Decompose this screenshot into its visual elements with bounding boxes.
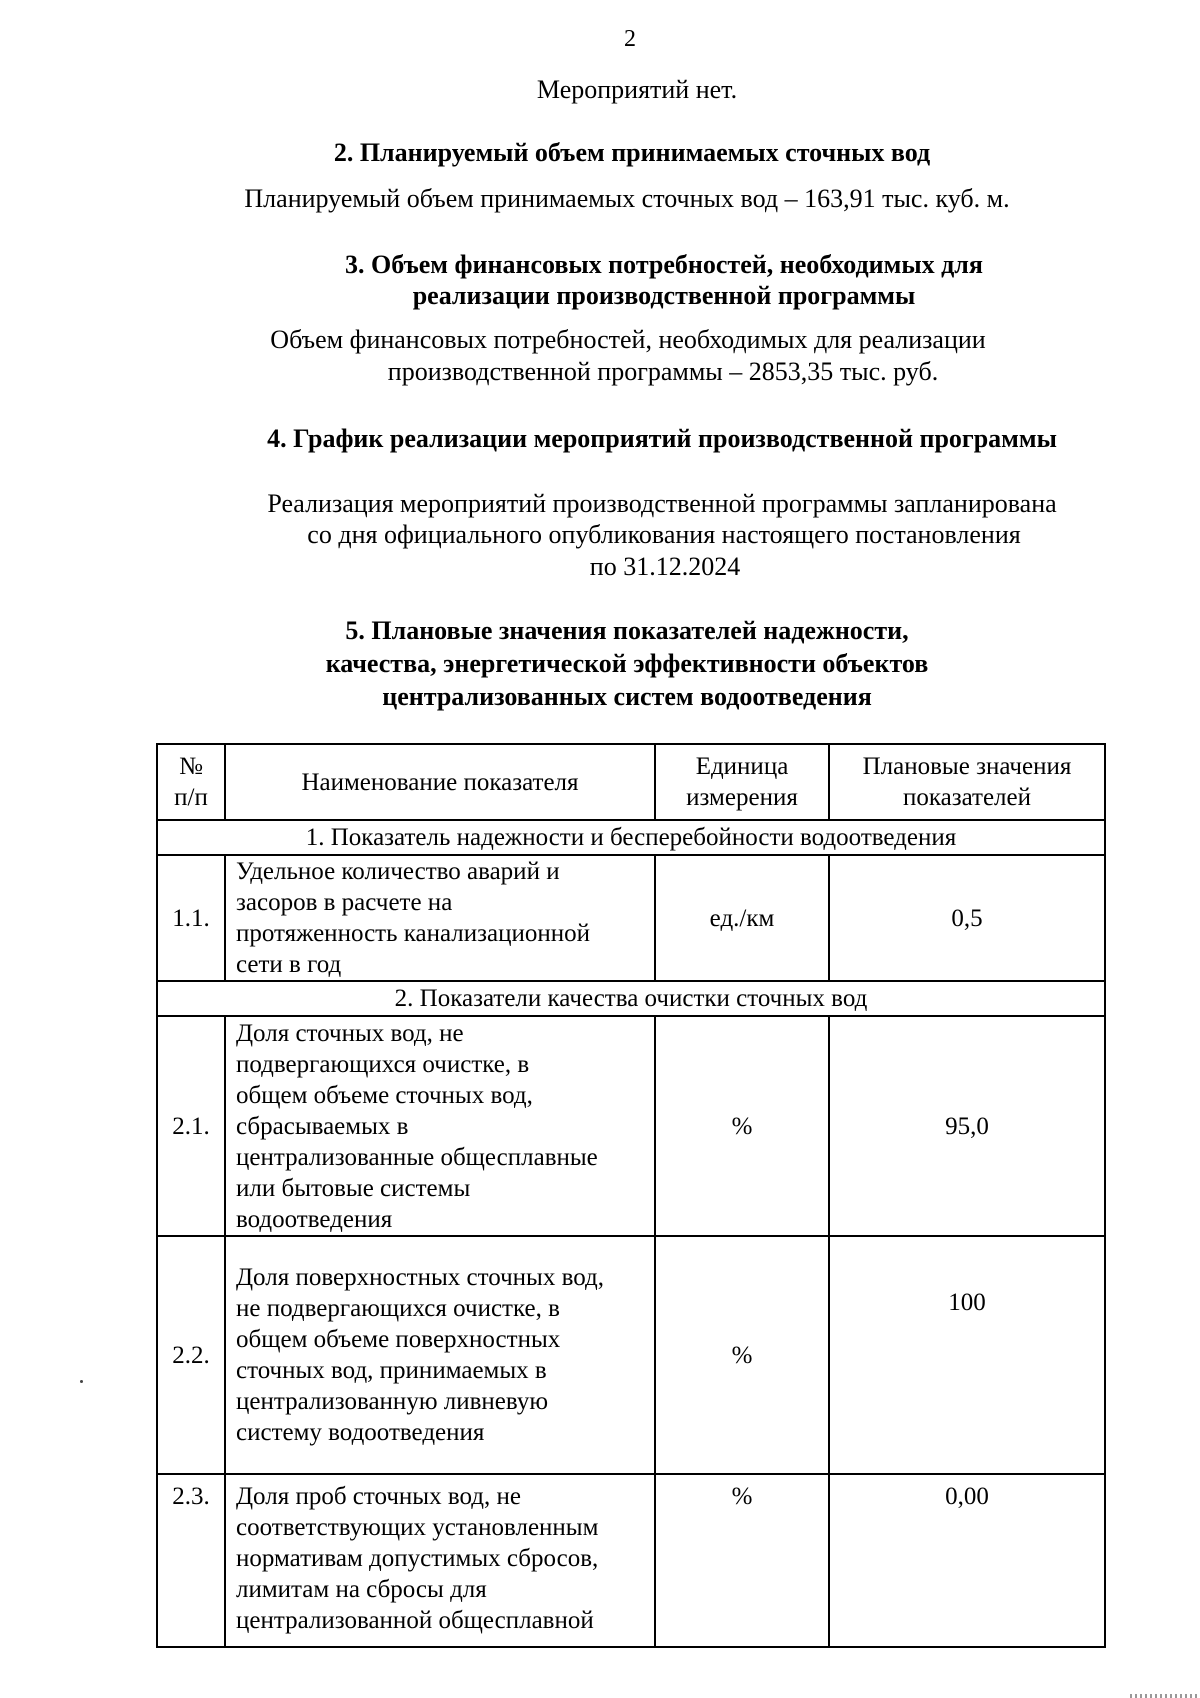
header-planned-values <box>829 744 1105 820</box>
indicator-name-line: водоотведения <box>236 1205 393 1233</box>
indicator-name-line: сточных вод, принимаемых в <box>236 1357 547 1384</box>
indicator-name-line: протяженность канализационной <box>236 920 591 947</box>
table-row <box>157 1016 1105 1236</box>
indicator-name-line: централизованные общесплавные <box>236 1143 598 1171</box>
indicator-name-line: не подвергающихся очистке, в <box>236 1295 560 1322</box>
indicator-name <box>225 855 655 981</box>
planned-value: 0,5 <box>829 855 1105 981</box>
section-5-heading-line-1: 5. Плановые значения показателей надежности, <box>345 616 909 645</box>
table-group-row <box>157 820 1105 855</box>
table-group-row <box>157 981 1105 1016</box>
indicator-name-line: централизованной общесплавной <box>236 1607 594 1634</box>
indicator-name-line: Доля сточных вод, не <box>236 1019 464 1047</box>
section-5-heading-line-2: качества, энергетической эффективности объектов <box>325 649 929 678</box>
unit-of-measure: % <box>655 1236 829 1474</box>
table-row <box>157 855 1105 981</box>
section-4-text-line-3: по 31.12.2024 <box>589 552 741 581</box>
indicator-name-line: централизованную ливневую <box>236 1388 548 1415</box>
indicator-name-line: общем объеме сточных вод, <box>236 1081 533 1109</box>
section-2-heading: 2. Планируемый объем принимаемых сточных вод <box>333 138 931 167</box>
scan-edge-artifact <box>1130 1694 1200 1698</box>
unit-of-measure: % <box>655 1016 829 1236</box>
header-unit-line-2: измерения <box>686 784 798 811</box>
section-2-text: Планируемый объем принимаемых сточных вод – 163,91 тыс. куб. м. <box>244 184 1010 213</box>
row-number: 2.1. <box>157 1016 225 1236</box>
indicator-name-line: соответствующих установленным <box>236 1514 599 1541</box>
indicator-name-line: Доля поверхностных сточных вод, <box>236 1264 604 1291</box>
section-1-note: Мероприятий нет. <box>536 75 738 104</box>
indicator-name-line: сети в год <box>236 951 342 978</box>
section-3-text-line-1: Объем финансовых потребностей, необходимых для реализации <box>270 325 986 354</box>
header-indicator-name: Наименование показателя <box>225 744 655 820</box>
indicator-name <box>225 1474 655 1647</box>
row-number: 1.1. <box>157 855 225 981</box>
header-unit-line-1: Единица <box>695 753 789 780</box>
header-number-line-1: № <box>179 753 203 780</box>
planned-value: 0,00 <box>829 1474 1105 1647</box>
planned-value: 100 <box>829 1236 1105 1474</box>
row-number: 2.3. <box>157 1474 225 1647</box>
section-3-heading-line-1: 3. Объем финансовых потребностей, необходимых для <box>345 250 983 279</box>
header-unit <box>655 744 829 820</box>
unit-of-measure: ед./км <box>655 855 829 981</box>
indicator-name <box>225 1016 655 1236</box>
table-header-row <box>157 744 1105 820</box>
table-row <box>157 1474 1105 1647</box>
indicator-name-line: общем объеме поверхностных <box>236 1326 561 1353</box>
section-3-heading-line-2: реализации производственной программы <box>412 281 916 310</box>
indicator-name-line: лимитам на сбросы для <box>236 1576 487 1603</box>
indicator-name-line: нормативам допустимых сбросов, <box>236 1545 599 1572</box>
indicator-name-line: Доля проб сточных вод, не <box>236 1483 521 1510</box>
indicator-name-line: засоров в расчете на <box>236 889 453 916</box>
unit-of-measure: % <box>655 1474 829 1647</box>
section-4-heading: 4. График реализации мероприятий производственной программы <box>267 424 1057 453</box>
header-plan-line-1: Плановые значения <box>862 753 1072 780</box>
row-number: 2.2. <box>157 1236 225 1474</box>
section-4-text-line-1: Реализация мероприятий производственной программы запланирована <box>267 489 1057 518</box>
scan-speck <box>80 1380 83 1383</box>
header-plan-line-2: показателей <box>902 784 1032 811</box>
indicator-name-line: систему водоотведения <box>236 1419 485 1446</box>
planned-value: 95,0 <box>829 1016 1105 1236</box>
indicator-name-line: Удельное количество аварий и <box>236 858 560 885</box>
section-5-heading-line-3: централизованных систем водоотведения <box>382 682 872 711</box>
indicator-name <box>225 1236 655 1474</box>
indicator-name-line: сбрасываемых в <box>236 1112 409 1140</box>
section-4-text-line-2: со дня официального опубликования настоящего постановления <box>307 520 1021 549</box>
indicator-name-line: подвергающихся очистке, в <box>236 1050 530 1078</box>
group-2-title: 2. Показатели качества очистки сточных вод <box>157 981 1105 1016</box>
indicator-name-line: или бытовые системы <box>236 1174 471 1202</box>
page-number: 2 <box>624 26 636 52</box>
table-row <box>157 1236 1105 1474</box>
section-3-text-line-2: производственной программы – 2853,35 тыс. руб. <box>387 357 939 386</box>
header-number <box>157 744 225 820</box>
indicators-table <box>156 743 1106 1648</box>
group-1-title: 1. Показатель надежности и бесперебойности водоотведения <box>157 820 1105 855</box>
header-number-line-2: п/п <box>174 784 208 811</box>
